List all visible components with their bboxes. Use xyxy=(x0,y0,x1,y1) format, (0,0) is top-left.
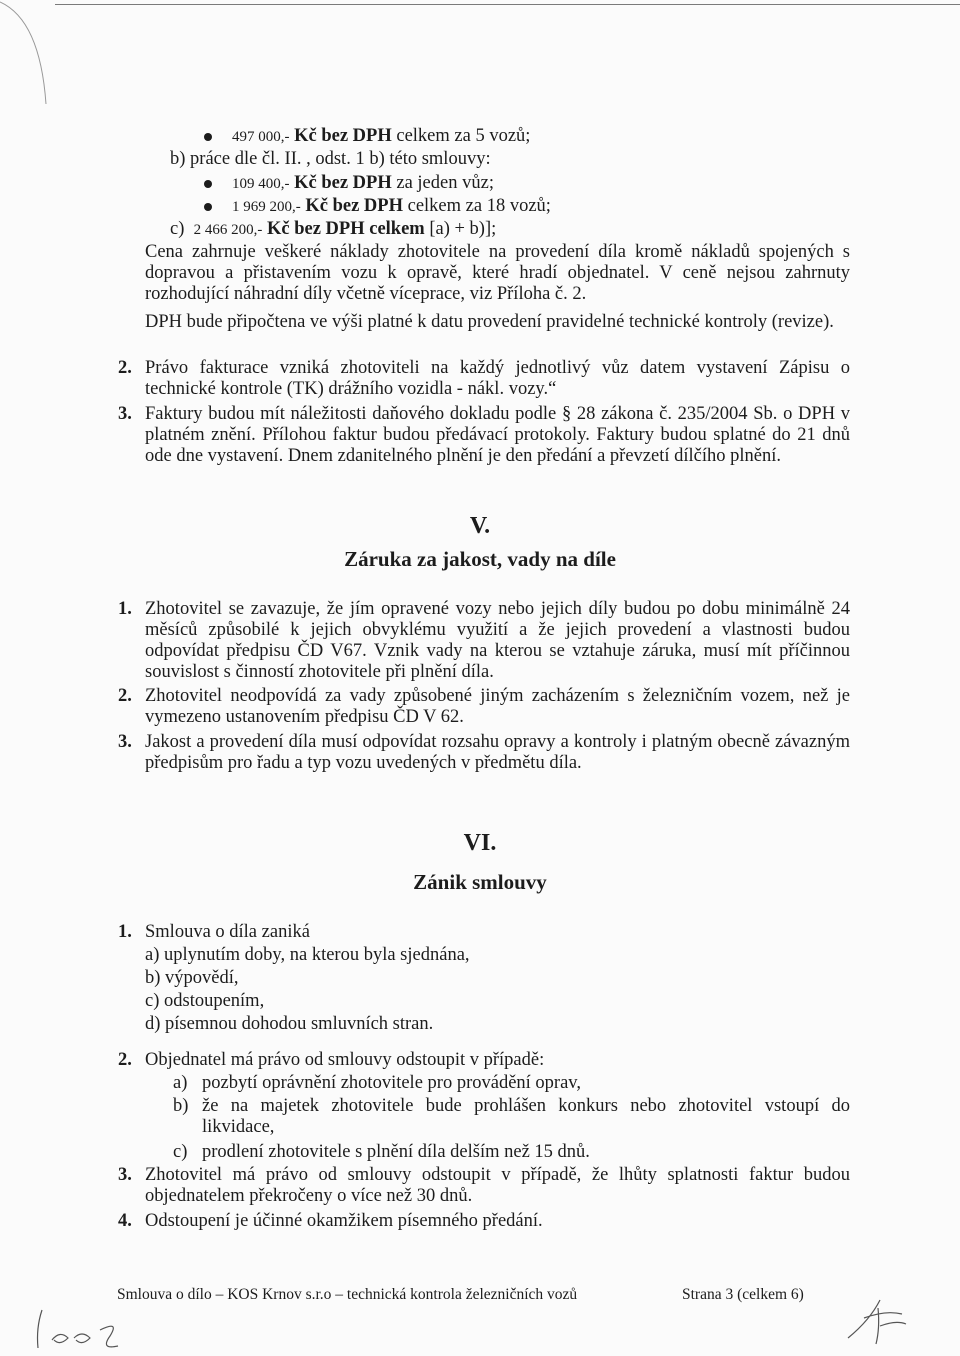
price-item-2: 109 400,- Kč bez DPH za jeden vůz; xyxy=(232,173,494,193)
item-number: 2. xyxy=(118,686,132,706)
quality-text: Jakost a provedení díla musí odpovídat rozsahu opravy a kontroly i platným obecně závazným předpisům pro řadu a typ vozu uvedených v předmětu díla. xyxy=(145,732,850,773)
termination-text: Smlouva o díla zaniká xyxy=(145,922,310,942)
item-number: 2. xyxy=(118,358,132,378)
price-c-line: c) 2 466 200,- Kč bez DPH celkem [a) + b)]; xyxy=(170,219,497,239)
invoices-text: Faktury budou mít náležitosti daňového dokladu podle § 28 zákona č. 235/2004 Sb. o DPH v platném znění. Přílohou faktur budou předávací protokoly. Faktury budou splatné do 21 dnů ode dne vystavení. Dnem zdanitelného plnění je den předání a převzetí dílčího plnění. xyxy=(145,404,850,466)
withdrawal-letter: b) xyxy=(173,1096,189,1116)
termination-option: b) výpovědí, xyxy=(145,968,239,988)
footer-title: Smlouva o dílo – KOS Krnov s.r.o – technická kontrola železničních vozů xyxy=(117,1286,578,1303)
handwritten-initials-right xyxy=(840,1290,920,1350)
item-number: 3. xyxy=(118,1165,132,1185)
section-numeral: V. xyxy=(469,513,491,539)
withdrawal-effect-text: Odstoupení je účinné okamžikem písemného předání. xyxy=(145,1211,543,1231)
item-number: 1. xyxy=(118,599,132,619)
page-number: Strana 3 (celkem 6) xyxy=(682,1286,804,1303)
withdrawal-text: Objednatel má právo od smlouvy odstoupit v případě: xyxy=(145,1050,545,1070)
invoicing-right-text: Právo fakturace vzniká zhotoviteli na každý jednotlivý vůz datem vystavení Zápisu o technické kontrole (TK) drážního vozidla - nákl. vozy.“ xyxy=(145,358,850,399)
bullet xyxy=(204,203,212,211)
withdrawal-letter: c) xyxy=(173,1142,188,1162)
withdrawal-letter: a) xyxy=(173,1073,188,1093)
section-numeral: VI. xyxy=(463,830,497,856)
item-number: 3. xyxy=(118,404,132,424)
termination-option: c) odstoupením, xyxy=(145,991,265,1011)
warranty-text: Zhotovitel se zavazuje, že jím opravené vozy nebo jejich díly budou po dobu minimálně 24 měsíců způsobilé k jejich obvyklému využití a že jejich provedení a vlastnosti budou odpovídat předpisu ČD V67. Vznik vady na kterou se vztahuje záruka, musí mít příčinnou souvislost s činností zhotovitele při plnění díla. xyxy=(145,599,850,682)
withdrawal-reason: že na majetek zhotovitele bude prohlášen konkurs nebo zhotovitel vstoupí do likvidace, xyxy=(202,1096,850,1137)
item-number: 1. xyxy=(118,922,132,942)
item-number: 4. xyxy=(118,1211,132,1231)
price-b-line: b) práce dle čl. II. , odst. 1 b) této smlouvy: xyxy=(170,149,491,169)
section-title: Záruka za jakost, vady na díle xyxy=(344,547,616,571)
section-title: Zánik smlouvy xyxy=(413,870,547,894)
handwritten-initials-left xyxy=(30,1300,130,1356)
price-item-1: 497 000,- Kč bez DPH celkem za 5 vozů; xyxy=(232,126,531,146)
liability-text: Zhotovitel neodpovídá za vady způsobené jiným zacházením s železničním vozem, než je vymezeno ustanovením předpisu ČD V 62. xyxy=(145,686,850,727)
item-number: 2. xyxy=(118,1050,132,1070)
price-item-3: 1 969 200,- Kč bez DPH celkem za 18 vozů; xyxy=(232,196,551,216)
termination-option: a) uplynutím doby, na kterou byla sjednána, xyxy=(145,945,470,965)
bullet xyxy=(204,180,212,188)
item-number: 3. xyxy=(118,732,132,752)
withdrawal-reason: prodlení zhotovitele s plnění díla delším než 15 dnů. xyxy=(202,1142,590,1162)
bullet xyxy=(204,133,212,141)
dph-paragraph: DPH bude připočtena ve výši platné k datu provedení pravidelné technické kontroly (revize). xyxy=(145,312,834,332)
contractor-withdrawal-text: Zhotovitel má právo od smlouvy odstoupit v případě, že lhůty splatnosti faktur budou objednatelem překročeny o více než 30 dnů. xyxy=(145,1165,850,1206)
termination-option: d) písemnou dohodou smluvních stran. xyxy=(145,1014,434,1034)
withdrawal-reason: pozbytí oprávnění zhotovitele pro provádění oprav, xyxy=(202,1073,581,1093)
price-paragraph: Cena zahrnuje veškeré náklady zhotovitele na provedení díla kromě nákladů spojených s dopravou a přistavením vozu k opravě, které hradí objednatel. V ceně nejsou zahrnuty rozhodující náhradní díly včetně víceprace, viz Příloha č. 2. xyxy=(145,242,850,304)
